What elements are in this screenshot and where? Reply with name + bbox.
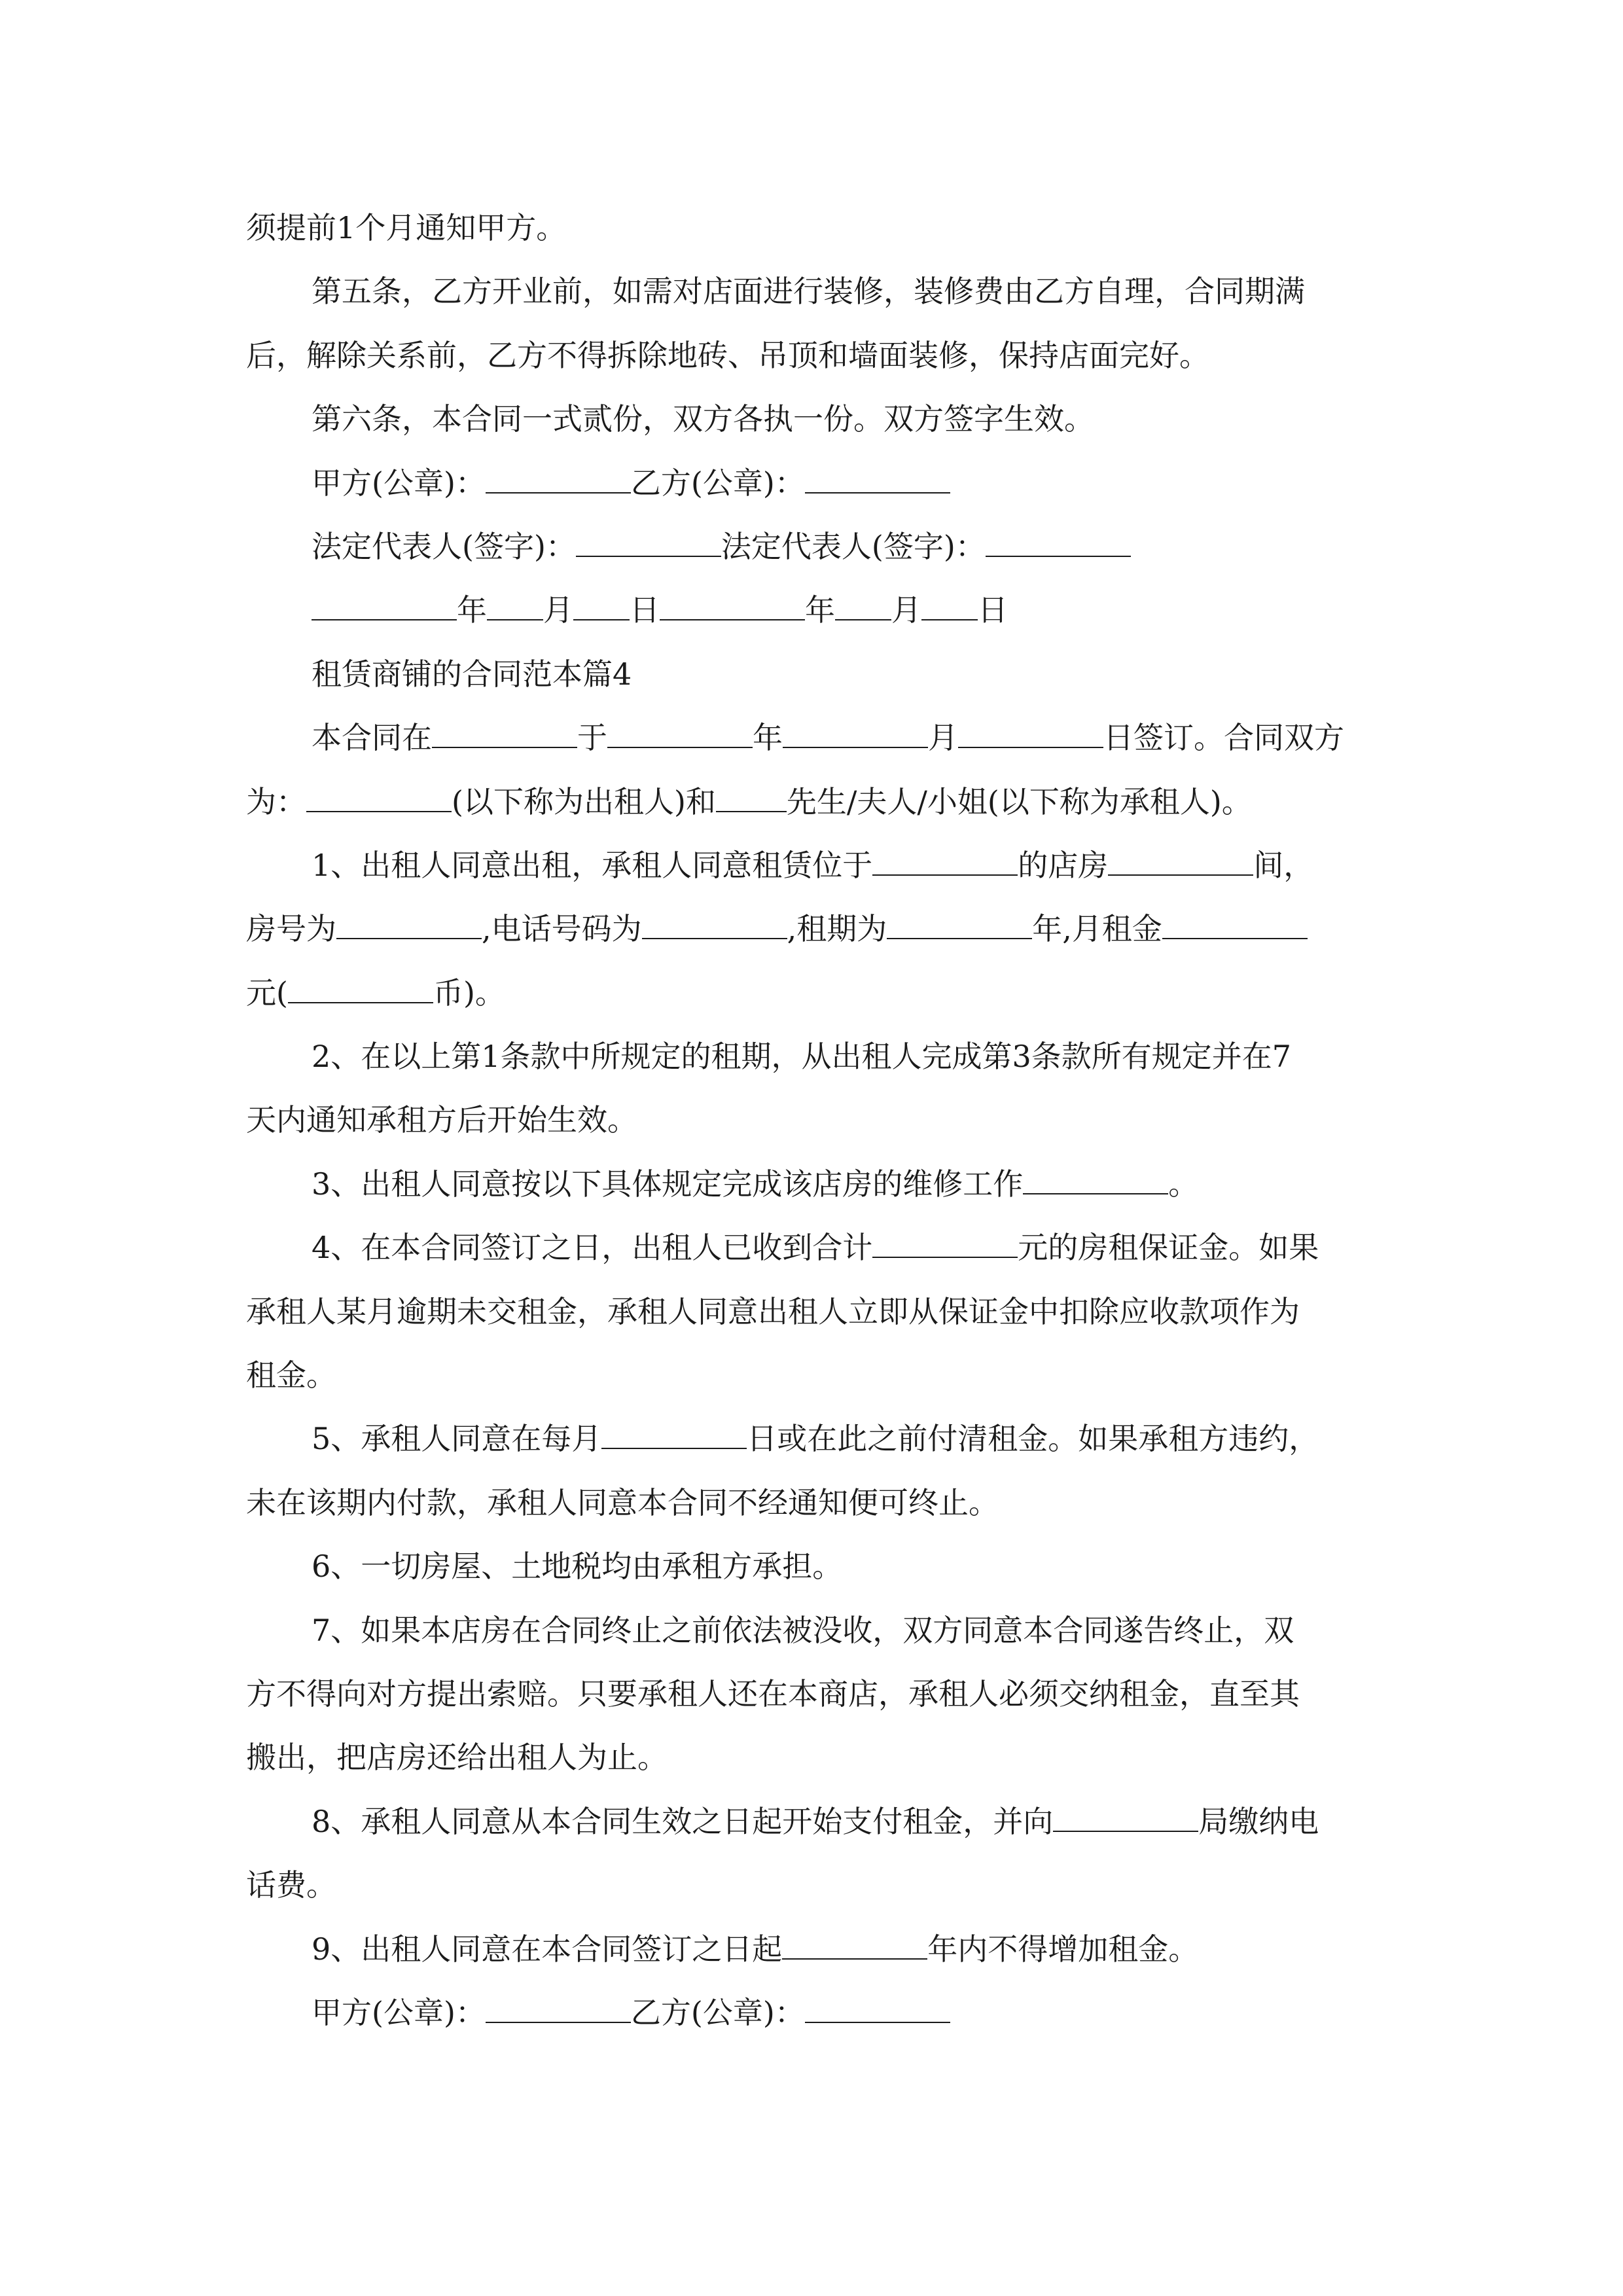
blank-field [835, 585, 891, 620]
year-label: 年 [805, 592, 835, 628]
text-line [246, 706, 1385, 770]
day-label: 日 [978, 592, 1008, 628]
blank-field [576, 522, 721, 557]
legal-rep-a-label: 法定代表人(签字)： [312, 528, 576, 564]
blank-field [921, 585, 978, 620]
text-span: 币)。 [433, 975, 505, 1011]
blank-field [805, 1988, 950, 2023]
text-line: 6、一切房屋、土地税均由承租方承担。 [312, 1549, 843, 1585]
text-span: 年,月租金 [1032, 911, 1162, 947]
month-label: 月 [891, 592, 921, 628]
blank-field [782, 1924, 927, 1960]
text-line [246, 1153, 1385, 1216]
text-line: 方不得向对方提出索赔。只要承租人还在本商店，承租人必须交纳租金，直至其 [246, 1676, 1300, 1712]
blank-field [486, 1988, 631, 2023]
text-line: 第六条，本合同一式贰份，双方各执一份。双方签字生效。 [312, 401, 1094, 437]
text-line [246, 1407, 1385, 1471]
text-span: 4、在本合同签订之日，出租人已收到合计 [312, 1230, 873, 1266]
text-span: 元( [246, 975, 288, 1011]
text-line: 后，解除关系前，乙方不得拆除地砖、吊顶和墙面装修，保持店面完好。 [246, 337, 1209, 373]
text-span: 年 [753, 720, 783, 756]
signature-line [246, 452, 1385, 515]
text-line: 第五条，乙方开业前，如需对店面进行装修，装修费由乙方自理，合同期满 [312, 274, 1305, 310]
text-span: 年内不得增加租金。 [927, 1931, 1199, 1967]
blank-field [642, 904, 787, 939]
text-line: 话费。 [246, 1867, 336, 1903]
blank-field [805, 458, 950, 493]
party-b-seal-label: 乙方(公章)： [630, 1994, 805, 2030]
blank-field [660, 585, 805, 620]
text-line: 2、在以上第1条款中所规定的租期，从出租人完成第3条款所有规定并在7 [312, 1039, 1292, 1075]
text-span: 于 [577, 720, 607, 756]
legal-rep-b-label: 法定代表人(签字)： [721, 528, 986, 564]
text-span: 。 [1168, 1166, 1199, 1202]
text-line [246, 1790, 1385, 1854]
blank-field [432, 713, 577, 748]
text-line [246, 834, 1385, 897]
blank-field [872, 1223, 1018, 1258]
text-span: 为： [246, 783, 306, 819]
text-line: 承租人某月逾期未交租金，承租人同意出租人立即从保证金中扣除应收款项作为 [246, 1293, 1300, 1329]
document-page [246, 196, 1385, 2045]
blank-field [288, 968, 433, 1003]
blank-field [601, 1414, 747, 1449]
blank-field [986, 522, 1131, 557]
text-line [246, 1918, 1385, 1981]
text-span: 先生/夫人/小姐(以下称为承租人)。 [786, 783, 1252, 819]
text-line [246, 897, 1385, 961]
text-span: 1、出租人同意出租，承租人同意租赁位于 [312, 847, 873, 883]
month-label: 月 [543, 592, 573, 628]
legal-rep-line [246, 515, 1385, 579]
blank-field [716, 777, 787, 812]
blank-field [486, 458, 631, 493]
blank-field [487, 585, 543, 620]
party-a-seal-label: 甲方(公章)： [312, 1994, 486, 2030]
signature-line [246, 1981, 1385, 2045]
blank-field [1162, 904, 1308, 939]
year-label: 年 [457, 592, 487, 628]
text-span: 5、承租人同意在每月 [312, 1421, 602, 1457]
blank-field [1053, 1797, 1198, 1832]
text-line: 租金。 [246, 1357, 336, 1393]
blank-field [1108, 840, 1253, 876]
text-span: 日签订。合同双方 [1103, 720, 1344, 756]
blank-field [1023, 1159, 1168, 1194]
text-span: ,电话号码为 [482, 911, 642, 947]
text-span: 本合同在 [312, 720, 432, 756]
blank-field [958, 713, 1103, 748]
text-span: 的店房 [1018, 847, 1109, 883]
text-line: 天内通知承租方后开始生效。 [246, 1102, 637, 1138]
text-line [246, 770, 1385, 834]
blank-field [306, 777, 452, 812]
text-span: ,租期为 [787, 911, 887, 947]
party-b-seal-label: 乙方(公章)： [630, 465, 805, 501]
section-title: 租赁商铺的合同范本篇4 [312, 656, 632, 692]
blank-field [783, 713, 928, 748]
blank-field [573, 585, 630, 620]
text-span: 9、出租人同意在本合同签订之日起 [312, 1931, 783, 1967]
text-line [246, 961, 1385, 1025]
blank-field [872, 840, 1018, 876]
blank-field [336, 904, 482, 939]
text-span: 房号为 [246, 911, 336, 947]
blank-field [607, 713, 753, 748]
text-span: (以下称为出租人)和 [452, 783, 716, 819]
text-line: 未在该期内付款，承租人同意本合同不经通知便可终止。 [246, 1484, 999, 1520]
blank-field [887, 904, 1032, 939]
text-line: 搬出，把店房还给出租人为止。 [246, 1740, 668, 1776]
day-label: 日 [630, 592, 660, 628]
text-span: 元的房租保证金。如果 [1018, 1230, 1319, 1266]
text-line [246, 1216, 1385, 1280]
text-line: 7、如果本店房在合同终止之前依法被没收，双方同意本合同遂告终止，双 [312, 1612, 1294, 1648]
text-span: 日或在此之前付清租金。如果承租方违约， [747, 1421, 1319, 1457]
text-span: 局缴纳电 [1198, 1803, 1319, 1839]
party-a-seal-label: 甲方(公章)： [312, 465, 486, 501]
text-span: 月 [928, 720, 958, 756]
text-span: 3、出租人同意按以下具体规定完成该店房的维修工作 [312, 1166, 1024, 1202]
blank-field [312, 585, 457, 620]
text-line: 须提前1个月通知甲方。 [246, 210, 567, 245]
text-span: 间， [1253, 847, 1314, 883]
text-span: 8、承租人同意从本合同生效之日起开始支付租金，并向 [312, 1803, 1054, 1839]
date-line [246, 579, 1385, 642]
